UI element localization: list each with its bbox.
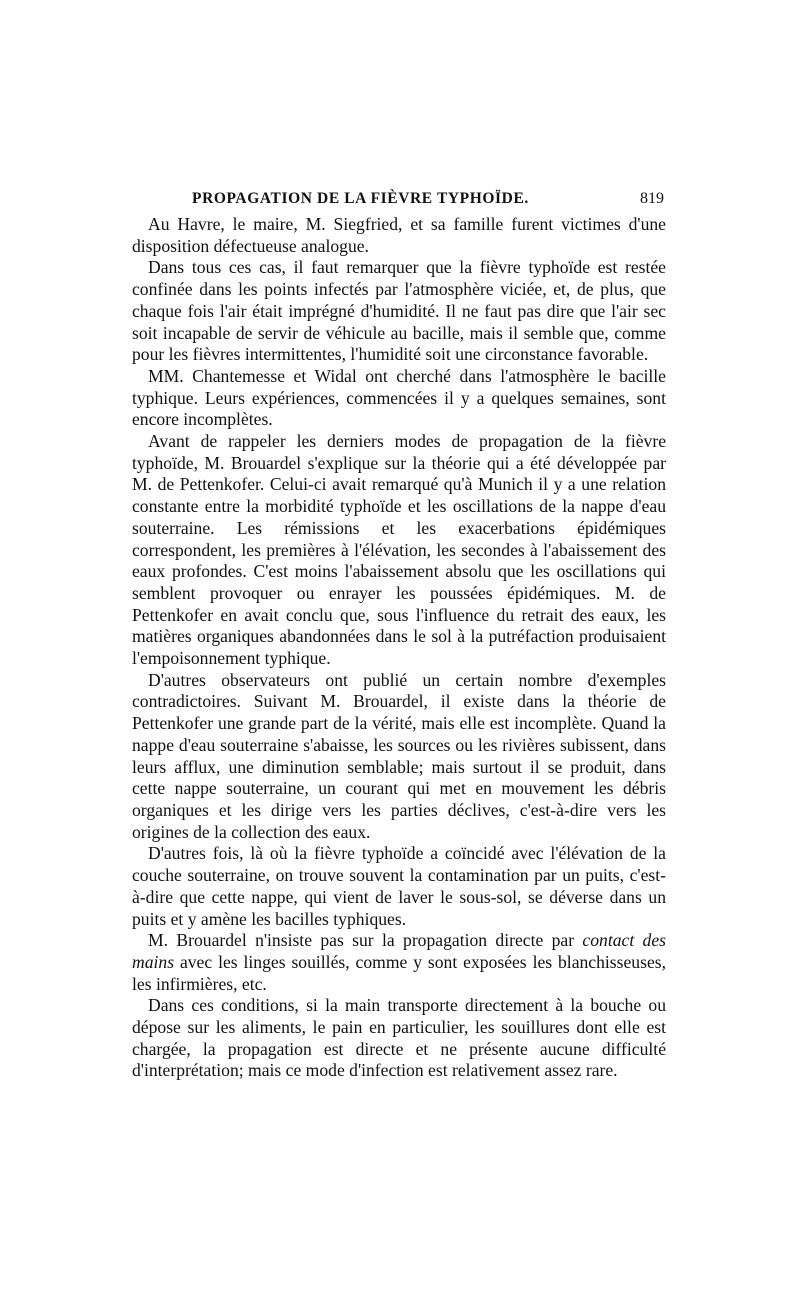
- paragraph-contact-des-mains: [132, 930, 666, 995]
- paragraph-contradictory-examples: D'autres observateurs ont publié un certain nombre d'exemples contradictoires. Suivant M. Brouardel, il existe dans la théorie de Pettenkofer une grande part de la vérité, mais elle est incomplète. Quand la nappe d'eau souterraine s'abaisse, les sources ou les rivières subissent, dans leurs afflux, une diminution semblable; mais surtout il se produit, dans cette nappe souterraine, un courant qui met en mouvement les débris organiques et les dirige vers les parties déclives, c'est-à-dire vers les origines de la collection des eaux.: [132, 669, 666, 842]
- page-number: 819: [640, 190, 664, 207]
- paragraph-chantemesse-widal: MM. Chantemesse et Widal ont cherché dans l'atmosphère le bacille typhique. Leurs expériences, commencées il y a quelques semaines, sont encore incomplètes.: [132, 365, 666, 430]
- paragraph-havre: Au Havre, le maire, M. Siegfried, et sa famille furent victimes d'une disposition défectueuse analogue.: [132, 214, 666, 256]
- paragraph-text-after: avec les linges souillés, comme y sont exposées les blanchisseuses, les infirmières, etc.: [132, 951, 666, 994]
- running-title: PROPAGATION DE LA FIÈVRE TYPHOÏDE.: [192, 190, 529, 207]
- paragraph-text-before: M. Brouardel n'insiste pas sur la propagation directe par: [148, 930, 583, 951]
- paragraph-hand-transmission: Dans ces conditions, si la main transporte directement à la bouche ou dépose sur les aliments, le pain en particulier, les souillures dont elle est chargée, la propagation est directe et ne présente aucune difficulté d'interprétation; mais ce mode d'infection est relativement assez rare.: [132, 995, 666, 1081]
- paragraph-pettenkofer-theory: Avant de rappeler les derniers modes de propagation de la fièvre typhoïde, M. Brouardel s'explique sur la théorie qui a été développée par M. de Pettenkofer. Celui-ci avait remarqué qu'à Munich il y a une relation constante entre la morbidité typhoïde et les oscillations de la nappe d'eau souterraine. Les rémissions et les exacerbations épidémiques correspondent, les premières à l'élévation, les secondes à l'abaissement des eaux profondes. C'est moins l'abaissement absolu que les oscillations qui semblent provoquer ou enrayer les poussées épidémiques. M. de Pettenkofer en avait conclu que, sous l'influence du retrait des eaux, les matières organiques abandonnées dans le sol à la putréfaction produisaient l'empoisonnement typhique.: [132, 431, 666, 669]
- running-head: [132, 188, 666, 214]
- body-text: [132, 214, 666, 1082]
- paragraph-humidite: Dans tous ces cas, il faut remarquer que la fièvre typhoïde est restée confinée dans les points infectés par l'atmosphère viciée, et, de plus, que chaque fois l'air était imprégné d'humidité. Il ne faut pas dire que l'air sec soit incapable de servir de véhicule au bacille, mais il semble que, comme pour les fièvres intermittentes, l'humidité soit une circonstance favorable.: [132, 257, 666, 365]
- paragraph-well-contamination: D'autres fois, là où la fièvre typhoïde a coïncidé avec l'élévation de la couche souterraine, on trouve souvent la contamination par un puits, c'est-à-dire que cette nappe, qui vient de laver le sous-sol, se déverse dans un puits et y amène les bacilles typhiques.: [132, 843, 666, 929]
- emphasis-contact-des-mains: contact des mains: [132, 930, 667, 972]
- book-page: [132, 188, 666, 1082]
